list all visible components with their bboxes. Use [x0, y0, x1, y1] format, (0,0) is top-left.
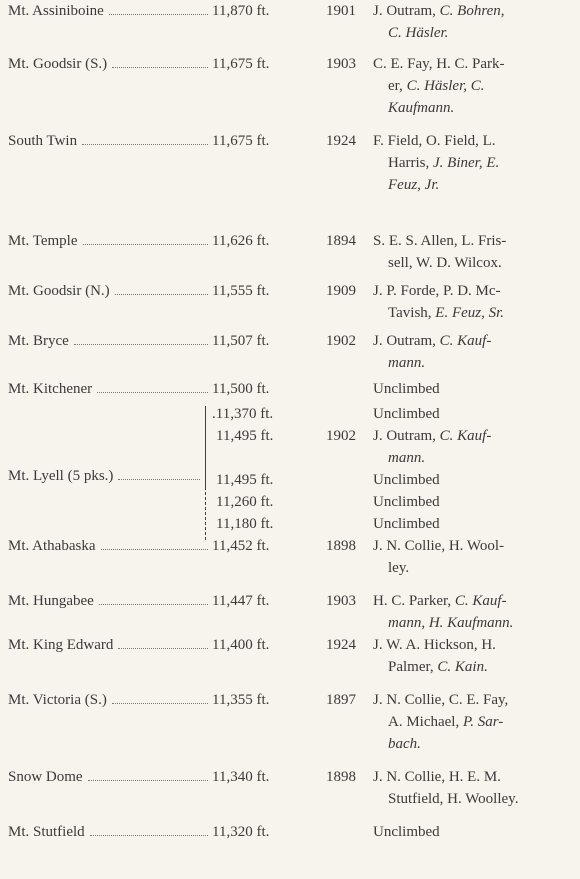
mountain-name: Mt. Goodsir (N.) — [8, 283, 110, 299]
leader-dots — [99, 604, 208, 605]
leader-dots — [101, 549, 208, 550]
altitude: 11,355 ft. — [212, 692, 270, 708]
climbers-line — [373, 557, 577, 579]
climbers-line — [373, 280, 577, 302]
climbers-line — [373, 403, 577, 425]
climbers-line — [373, 97, 577, 119]
climbers-line — [373, 425, 577, 447]
climbers-text — [373, 53, 577, 119]
climbers-line — [373, 689, 577, 711]
mountain-name: Mt. Lyell (5 pks.) — [8, 468, 114, 484]
ascent-year: 1902 — [326, 333, 356, 349]
climbers-text — [373, 403, 577, 425]
leader-dots — [118, 479, 200, 480]
climbers-text — [373, 469, 577, 491]
ascent-year: 1898 — [326, 769, 356, 785]
guide-name: mann. — [388, 450, 426, 466]
altitude: 11,870 ft. — [212, 3, 270, 19]
climber-name: Unclimbed — [373, 824, 440, 840]
altitude: 11,260 ft. — [216, 494, 274, 510]
peak-brace — [205, 482, 206, 540]
mountain-name: Mt. Kitchener — [8, 381, 93, 397]
peak-brace — [205, 406, 206, 490]
climbers-text — [373, 378, 577, 400]
altitude: 11,495 ft. — [216, 428, 274, 444]
climbers-text — [373, 535, 577, 579]
climber-name: J. Outram, — [373, 333, 440, 349]
climber-name: J. N. Collie, H. E. M. — [373, 769, 501, 785]
mountain-name: Mt. Bryce — [8, 333, 69, 349]
mountain-name: Mt. King Edward — [8, 637, 114, 653]
climbers-line — [373, 174, 577, 196]
climber-name: Unclimbed — [373, 494, 440, 510]
climbers-line — [373, 634, 577, 656]
leader-dots — [109, 14, 208, 15]
climbers-line — [373, 821, 577, 843]
climbers-line — [373, 152, 577, 174]
climbers-text — [373, 766, 577, 810]
leader-dots — [74, 344, 208, 345]
climbers-line — [373, 491, 577, 513]
mountain-name: Mt. Goodsir (S.) — [8, 56, 108, 72]
guide-name: C. Kauf- — [439, 428, 492, 444]
climber-name: F. Field, O. Field, L. — [373, 133, 496, 149]
climber-name: Unclimbed — [373, 406, 440, 422]
climbers-line — [373, 75, 577, 97]
mountain-name: Snow Dome — [8, 769, 83, 785]
climbers-line — [373, 656, 577, 678]
climbers-text — [373, 0, 577, 44]
climber-name: Harris, — [388, 155, 433, 171]
altitude: 11,507 ft. — [212, 333, 270, 349]
guide-name: C. Häsler, C. — [406, 78, 485, 94]
climbers-line — [373, 447, 577, 469]
leader-dots — [83, 244, 208, 245]
climber-name: J. N. Collie, H. Wool- — [373, 538, 505, 554]
leader-dots — [112, 703, 208, 704]
mountain-name: Mt. Athabaska — [8, 538, 96, 554]
climber-name: A. Michael, — [388, 714, 463, 730]
altitude: .11,370 ft. — [212, 406, 274, 422]
climbers-text — [373, 425, 577, 469]
climber-name: Palmer, — [388, 659, 438, 675]
mountain-name: Mt. Stutfield — [8, 824, 85, 840]
altitude: 11,555 ft. — [212, 283, 270, 299]
leader-dots — [112, 67, 208, 68]
climber-name: J. P. Forde, P. D. Mc- — [373, 283, 501, 299]
climbers-line — [373, 711, 577, 733]
climbers-line — [373, 733, 577, 755]
ascent-year: 1894 — [326, 233, 356, 249]
climbers-text — [373, 230, 577, 274]
climber-name: sell, W. D. Wilcox. — [388, 255, 502, 271]
leader-dots — [90, 835, 208, 836]
climbers-line — [373, 252, 577, 274]
climber-name: Unclimbed — [373, 381, 440, 397]
altitude: 11,452 ft. — [212, 538, 270, 554]
climbers-text — [373, 634, 577, 678]
climbers-line — [373, 766, 577, 788]
ascent-year: 1901 — [326, 3, 356, 19]
altitude: 11,675 ft. — [212, 56, 270, 72]
altitude: 11,447 ft. — [212, 593, 270, 609]
guide-name: P. Sar- — [462, 714, 504, 730]
climber-name: S. E. S. Allen, L. Fris- — [373, 233, 507, 249]
climber-name: ley. — [388, 560, 410, 576]
climber-name: Stutfield, H. Woolley. — [388, 791, 519, 807]
climbers-line — [373, 330, 577, 352]
climbers-text — [373, 821, 577, 843]
guide-name: C. Häsler. — [388, 25, 449, 41]
climber-name: Unclimbed — [373, 516, 440, 532]
guide-name: mann, H. Kaufmann. — [388, 615, 514, 631]
climbers-text — [373, 513, 577, 535]
ascent-year: 1898 — [326, 538, 356, 554]
guide-name: C. Kauf- — [439, 333, 492, 349]
climbers-line — [373, 302, 577, 324]
climber-name: J. Outram, — [373, 428, 440, 444]
climbers-line — [373, 535, 577, 557]
mountain-name: Mt. Temple — [8, 233, 78, 249]
climbers-text — [373, 491, 577, 513]
guide-name: bach. — [388, 736, 421, 752]
climber-name: er, — [388, 78, 407, 94]
leader-dots — [88, 780, 208, 781]
altitude: 11,400 ft. — [212, 637, 270, 653]
leader-dots — [97, 392, 208, 393]
climbers-line — [373, 513, 577, 535]
climber-name: J. N. Collie, C. E. Fay, — [373, 692, 509, 708]
climber-name: C. E. Fay, H. C. Park- — [373, 56, 505, 72]
altitude: 11,340 ft. — [212, 769, 270, 785]
ascent-year: 1909 — [326, 283, 356, 299]
climbers-line — [373, 53, 577, 75]
ascent-year: 1897 — [326, 692, 356, 708]
climbers-line — [373, 230, 577, 252]
mountain-name: Mt. Hungabee — [8, 593, 94, 609]
climbers-line — [373, 22, 577, 44]
guide-name: C. Kauf- — [454, 593, 507, 609]
climbers-line — [373, 612, 577, 634]
ascent-year: 1903 — [326, 593, 356, 609]
climbers-text — [373, 330, 577, 374]
climbers-text — [373, 280, 577, 324]
ascent-year: 1924 — [326, 133, 356, 149]
climbers-line — [373, 590, 577, 612]
altitude: 11,320 ft. — [212, 824, 270, 840]
leader-dots — [118, 648, 208, 649]
climber-name: H. C. Parker, — [373, 593, 455, 609]
altitude: 11,675 ft. — [212, 133, 270, 149]
climbers-text — [373, 130, 577, 196]
climbers-line — [373, 378, 577, 400]
guide-name: C. Bohren, — [439, 3, 505, 19]
guide-name: E. Feuz, Sr. — [435, 305, 505, 321]
altitude: 11,180 ft. — [216, 516, 274, 532]
climber-name: Tavish, — [388, 305, 436, 321]
climber-name: J. Outram, — [373, 3, 440, 19]
climber-name: J. W. A. Hickson, H. — [373, 637, 496, 653]
guide-name: J. Biner, E. — [433, 155, 500, 171]
ascent-year: 1902 — [326, 428, 356, 444]
climber-name: Unclimbed — [373, 472, 440, 488]
climbers-text — [373, 590, 577, 634]
ascent-year: 1924 — [326, 637, 356, 653]
altitude: 11,495 ft. — [216, 472, 274, 488]
leader-dots — [82, 144, 208, 145]
climbers-line — [373, 788, 577, 810]
mountain-name: Mt. Victoria (S.) — [8, 692, 107, 708]
mountain-name: South Twin — [8, 133, 78, 149]
climbers-line — [373, 352, 577, 374]
guide-name: mann. — [388, 355, 426, 371]
altitude: 11,626 ft. — [212, 233, 270, 249]
guide-name: C. Kain. — [437, 659, 488, 675]
mountain-name: Mt. Assiniboine — [8, 3, 104, 19]
guide-name: Feuz, Jr. — [388, 177, 440, 193]
leader-dots — [115, 294, 208, 295]
climbers-line — [373, 0, 577, 22]
altitude: 11,500 ft. — [212, 381, 270, 397]
climbers-line — [373, 469, 577, 491]
guide-name: Kaufmann. — [388, 100, 455, 116]
climbers-text — [373, 689, 577, 755]
climbers-line — [373, 130, 577, 152]
ascent-year: 1903 — [326, 56, 356, 72]
